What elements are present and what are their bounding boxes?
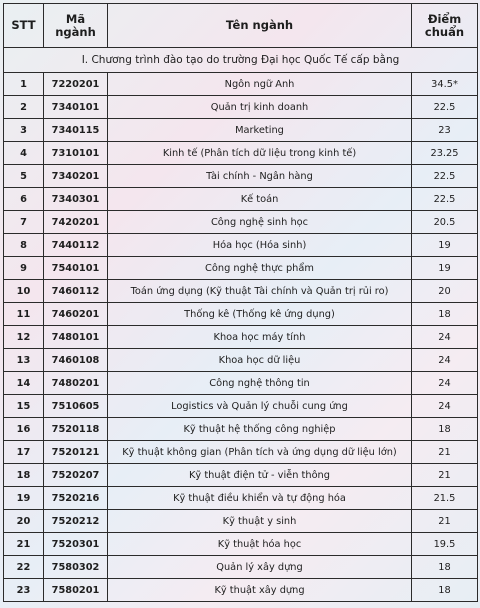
cell-stt: 13: [4, 349, 44, 372]
cell-name: Kỹ thuật hệ thống công nghiệp: [108, 418, 412, 441]
cell-name: Marketing: [108, 119, 412, 142]
cell-score: 24: [412, 326, 478, 349]
section-row: [4, 48, 478, 73]
cell-code: 7220201: [44, 73, 108, 96]
cell-code: 7480201: [44, 372, 108, 395]
cell-stt: 1: [4, 73, 44, 96]
cell-code: 7420201: [44, 211, 108, 234]
cell-score: 21: [412, 441, 478, 464]
cell-stt: 8: [4, 234, 44, 257]
cell-stt: 4: [4, 142, 44, 165]
cell-score: 23: [412, 119, 478, 142]
cell-code: 7340101: [44, 96, 108, 119]
cell-stt: 16: [4, 418, 44, 441]
table-row: [4, 349, 478, 372]
cell-stt: 2: [4, 96, 44, 119]
cell-score: 24: [412, 372, 478, 395]
cell-name: Kỹ thuật điện tử - viễn thông: [108, 464, 412, 487]
cell-stt: 17: [4, 441, 44, 464]
table-row: [4, 280, 478, 303]
cell-score: 34.5*: [412, 73, 478, 96]
cell-code: 7460201: [44, 303, 108, 326]
cell-code: 7440112: [44, 234, 108, 257]
cell-code: 7340115: [44, 119, 108, 142]
table-row: [4, 441, 478, 464]
cell-name: Khoa học máy tính: [108, 326, 412, 349]
cell-stt: 20: [4, 510, 44, 533]
table-row: [4, 487, 478, 510]
cell-name: Khoa học dữ liệu: [108, 349, 412, 372]
cell-code: 7310101: [44, 142, 108, 165]
cell-code: 7510605: [44, 395, 108, 418]
table-row: [4, 510, 478, 533]
cell-code: 7520121: [44, 441, 108, 464]
cell-code: 7480101: [44, 326, 108, 349]
cell-stt: 23: [4, 579, 44, 602]
cell-stt: 14: [4, 372, 44, 395]
cell-stt: 19: [4, 487, 44, 510]
cell-name: Logistics và Quản lý chuỗi cung ứng: [108, 395, 412, 418]
cell-code: 7520207: [44, 464, 108, 487]
cell-name: Kỹ thuật hóa học: [108, 533, 412, 556]
cell-name: Quản lý xây dựng: [108, 556, 412, 579]
header-stt: STT: [4, 4, 44, 48]
table-row: [4, 211, 478, 234]
table-body: [4, 48, 478, 602]
cell-stt: 7: [4, 211, 44, 234]
table-row: [4, 165, 478, 188]
cell-stt: 15: [4, 395, 44, 418]
cell-score: 21.5: [412, 487, 478, 510]
cell-score: 22.5: [412, 165, 478, 188]
cell-name: Kinh tế (Phân tích dữ liệu trong kinh tế): [108, 142, 412, 165]
cell-score: 19: [412, 257, 478, 280]
table-row: [4, 119, 478, 142]
cell-name: Hóa học (Hóa sinh): [108, 234, 412, 257]
cell-name: Kỹ thuật xây dựng: [108, 579, 412, 602]
cell-name: Công nghệ sinh học: [108, 211, 412, 234]
admission-scores-table-wrapper: [3, 3, 477, 605]
table-row: [4, 142, 478, 165]
cell-code: 7520301: [44, 533, 108, 556]
cell-score: 18: [412, 579, 478, 602]
table-row: [4, 326, 478, 349]
section-title: I. Chương trình đào tạo do trường Đại học Quốc Tế cấp bằng: [4, 48, 478, 73]
cell-score: 20.5: [412, 211, 478, 234]
cell-score: 24: [412, 349, 478, 372]
table-row: [4, 464, 478, 487]
table-header: [4, 4, 478, 48]
table-row: [4, 418, 478, 441]
table-row: [4, 579, 478, 602]
cell-score: 24: [412, 395, 478, 418]
cell-score: 21: [412, 464, 478, 487]
cell-score: 21: [412, 510, 478, 533]
table-row: [4, 303, 478, 326]
cell-name: Kế toán: [108, 188, 412, 211]
cell-score: 18: [412, 418, 478, 441]
cell-score: 22.5: [412, 96, 478, 119]
table-row: [4, 73, 478, 96]
cell-score: 18: [412, 303, 478, 326]
table-row: [4, 234, 478, 257]
cell-code: 7340201: [44, 165, 108, 188]
cell-stt: 9: [4, 257, 44, 280]
cell-code: 7340301: [44, 188, 108, 211]
table-row: [4, 96, 478, 119]
cell-name: Quản trị kinh doanh: [108, 96, 412, 119]
cell-code: 7520212: [44, 510, 108, 533]
cell-name: Công nghệ thực phẩm: [108, 257, 412, 280]
cell-name: Kỹ thuật y sinh: [108, 510, 412, 533]
cell-score: 19: [412, 234, 478, 257]
cell-stt: 18: [4, 464, 44, 487]
header-score: Điểm chuẩn: [412, 4, 478, 48]
cell-stt: 12: [4, 326, 44, 349]
cell-name: Tài chính - Ngân hàng: [108, 165, 412, 188]
cell-stt: 5: [4, 165, 44, 188]
cell-code: 7520216: [44, 487, 108, 510]
admission-scores-table: [3, 3, 478, 602]
table-row: [4, 257, 478, 280]
cell-name: Kỹ thuật không gian (Phân tích và ứng dụng dữ liệu lớn): [108, 441, 412, 464]
table-row: [4, 556, 478, 579]
cell-code: 7580302: [44, 556, 108, 579]
cell-stt: 11: [4, 303, 44, 326]
header-name: Tên ngành: [108, 4, 412, 48]
cell-stt: 10: [4, 280, 44, 303]
cell-name: Toán ứng dụng (Kỹ thuật Tài chính và Quản trị rủi ro): [108, 280, 412, 303]
cell-code: 7520118: [44, 418, 108, 441]
cell-score: 22.5: [412, 188, 478, 211]
table-row: [4, 372, 478, 395]
cell-score: 19.5: [412, 533, 478, 556]
table-row: [4, 533, 478, 556]
cell-score: 20: [412, 280, 478, 303]
cell-code: 7580201: [44, 579, 108, 602]
cell-stt: 6: [4, 188, 44, 211]
cell-name: Kỹ thuật điều khiển và tự động hóa: [108, 487, 412, 510]
table-row: [4, 395, 478, 418]
header-row: [4, 4, 478, 48]
cell-code: 7540101: [44, 257, 108, 280]
cell-score: 23.25: [412, 142, 478, 165]
cell-stt: 21: [4, 533, 44, 556]
cell-stt: 22: [4, 556, 44, 579]
cell-code: 7460112: [44, 280, 108, 303]
cell-name: Ngôn ngữ Anh: [108, 73, 412, 96]
table-row: [4, 188, 478, 211]
cell-code: 7460108: [44, 349, 108, 372]
cell-score: 18: [412, 556, 478, 579]
header-code: Mã ngành: [44, 4, 108, 48]
cell-name: Công nghệ thông tin: [108, 372, 412, 395]
cell-name: Thống kê (Thống kê ứng dụng): [108, 303, 412, 326]
cell-stt: 3: [4, 119, 44, 142]
